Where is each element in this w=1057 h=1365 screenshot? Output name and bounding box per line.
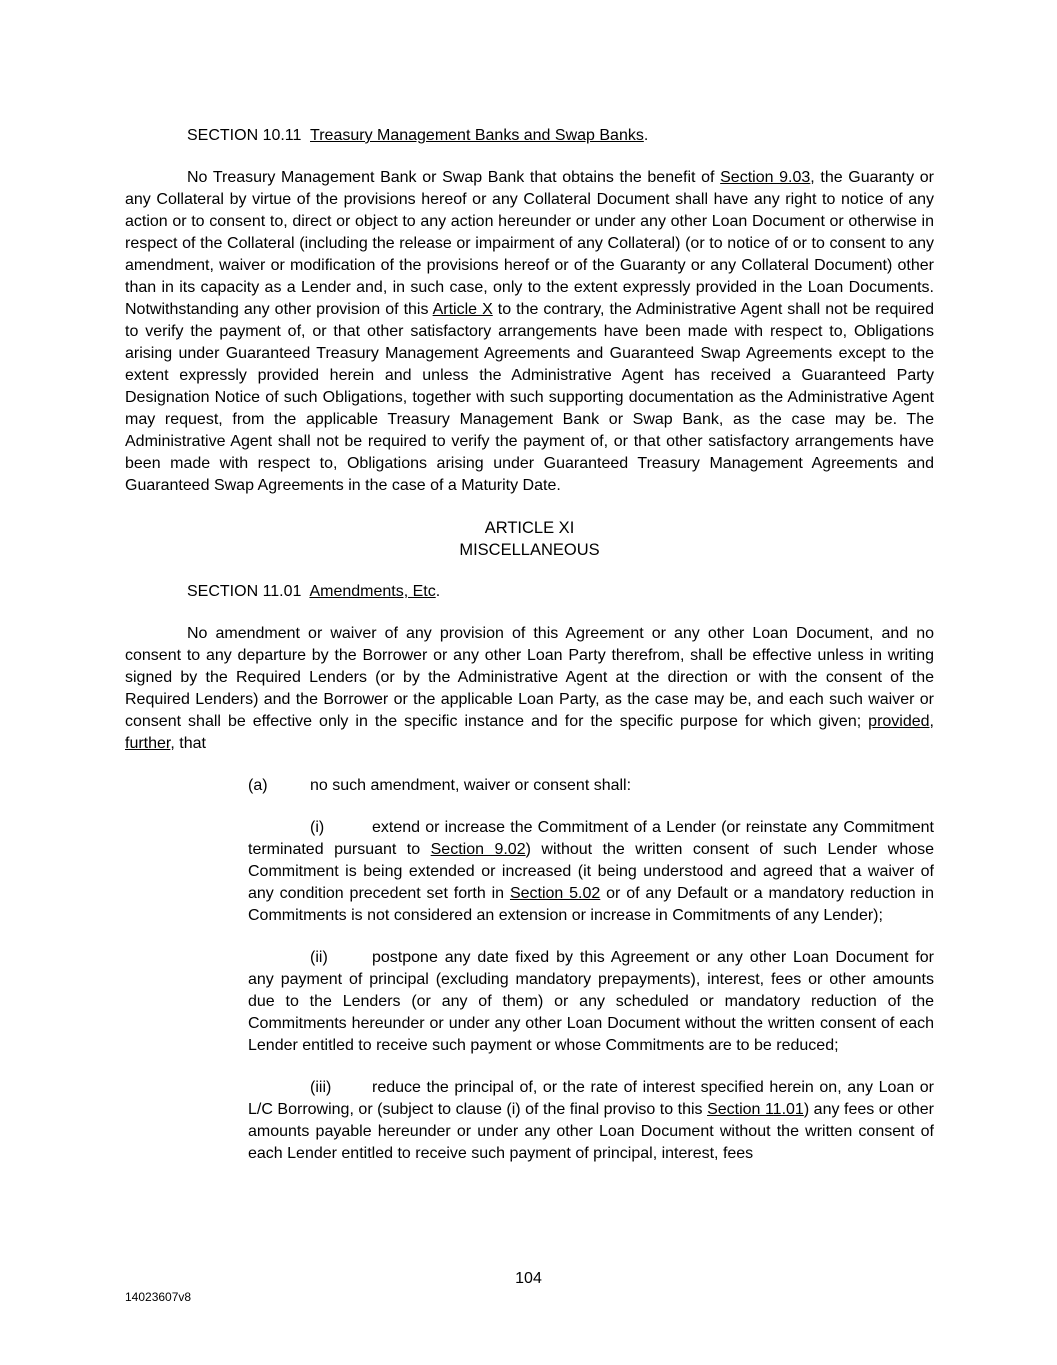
section-title: Amendments, Etc <box>309 583 436 600</box>
section-title: Treasury Management Banks and Swap Banks <box>310 127 644 144</box>
clause-label: (a) <box>248 777 268 794</box>
clause-text: no such amendment, waiver or consent shall: <box>310 777 632 794</box>
text-run: ) without the written consent of such Lender whose Commitment is being extended or increased (it being understood and agreed that a waiver of any condition precedent set forth in <box>248 841 935 902</box>
subclause-iii <box>248 1077 934 1165</box>
text-run: , that <box>170 735 206 752</box>
section-10-11-paragraph <box>125 167 934 497</box>
cross-reference: Section 11.01 <box>707 1101 804 1118</box>
text-run: reduce the principal of, or the rate of interest specified herein on, any Loan or L/C Borrowing, or (subject to clause (i) of the final proviso to this <box>248 1079 934 1118</box>
text-run: , the Guaranty or any Collateral by virtue of the provisions hereof or any Collateral Document shall have any right to notice of any action or to consent to, direct or object to any action hereunder or under any other Loan Document or otherwise in respect of the Collateral (including the release or impairment of any Collateral) (or to notice of or to consent to any amendment, waiver or modification of the provisions hereof or of the Guaranty or any Collateral Document) other than in its capacity as a Lender and, in such case, only to the extent expressly provided in the Loan Documents. Notwithstanding any other provision of this <box>125 169 935 318</box>
article-number: ARTICLE XI <box>484 519 575 537</box>
cross-reference: Section 9.02 <box>430 841 526 858</box>
text-run: extend or increase the Commitment of a Lender (or reinstate any Commitment terminated pursuant to <box>248 819 934 858</box>
section-number: SECTION 10.11 <box>187 127 302 144</box>
text-run: , <box>929 713 934 730</box>
subclause-ii <box>248 947 934 1057</box>
section-title-period: . <box>435 583 441 600</box>
section-11-01-heading <box>125 581 934 603</box>
section-number: SECTION 11.01 <box>187 583 302 600</box>
cross-reference: Section 9.03 <box>720 169 811 186</box>
text-run: or of any Default or a mandatory reduction in Commitments is not considered an extension or increase in Commitments of any Lender); <box>248 885 935 924</box>
subclause-label: (iii) <box>310 1079 332 1096</box>
document-page <box>125 125 934 1165</box>
cross-reference: Article X <box>432 301 493 318</box>
page-number: 104 <box>515 1270 542 1287</box>
document-id: 14023607v8 <box>125 1290 192 1304</box>
section-title-period: . <box>643 127 649 144</box>
text-run: No Treasury Management Bank or Swap Bank that obtains the benefit of <box>187 169 721 186</box>
subclause-label: (i) <box>310 819 325 836</box>
clause-a <box>125 775 934 797</box>
text-run: to the contrary, the Administrative Agent shall not be required to verify the payment of, or that other satisfactory arrangements have been made with respect to, Obligations arising under Guaranteed Treasury Management Agreements and Guaranteed Swap Agreements except to the extent expressly provided herein and unless the Administrative Agent has received a Guaranteed Party Designation Notice of such Obligations, together with such supporting documentation as the Administrative Agent may request, from the applicable Treasury Management Bank or Swap Bank, as the case may be. The Administrative Agent shall not be required to verify the payment of, or that other satisfactory arrangements have been made with respect to, Obligations arising under Guaranteed Treasury Management Agreements and Guaranteed Swap Agreements in the case of a Maturity Date. <box>125 301 934 494</box>
section-10-11-heading <box>125 125 934 147</box>
subclause-label: (ii) <box>310 949 328 966</box>
article-title: MISCELLANEOUS <box>459 541 600 559</box>
text-run: postpone any date fixed by this Agreement or any other Loan Document for any payment of principal (excluding mandatory prepayments), interest, fees or other amounts due to the Lenders (or any of them) or any scheduled or mandatory reduction of the Commitments hereunder or under any other Loan Document without the written consent of each Lender entitled to receive such payment or whose Commitments are to be reduced; <box>248 949 934 1054</box>
defined-term: provided <box>868 713 930 730</box>
text-run: No amendment or waiver of any provision of this Agreement or any other Loan Document, and no consent to any departure by the Borrower or any other Loan Party therefrom, shall be effective unless in writing signed by the Required Lenders (or by the Administrative Agent at the direction or with the consent of the Required Lenders) and the Borrower or the applicable Loan Party, as the case may be, and each such waiver or consent shall be effective only in the specific instance and for the specific purpose for which given; <box>125 625 934 730</box>
text-run: ) any fees or other amounts payable hereunder or under any other Loan Document without the written consent of each Lender entitled to receive such payment of principal, interest, fees <box>248 1101 934 1162</box>
section-11-01-paragraph <box>125 623 934 755</box>
cross-reference: Section 5.02 <box>509 885 601 902</box>
defined-term: further <box>125 735 171 752</box>
subclause-i <box>248 817 934 927</box>
